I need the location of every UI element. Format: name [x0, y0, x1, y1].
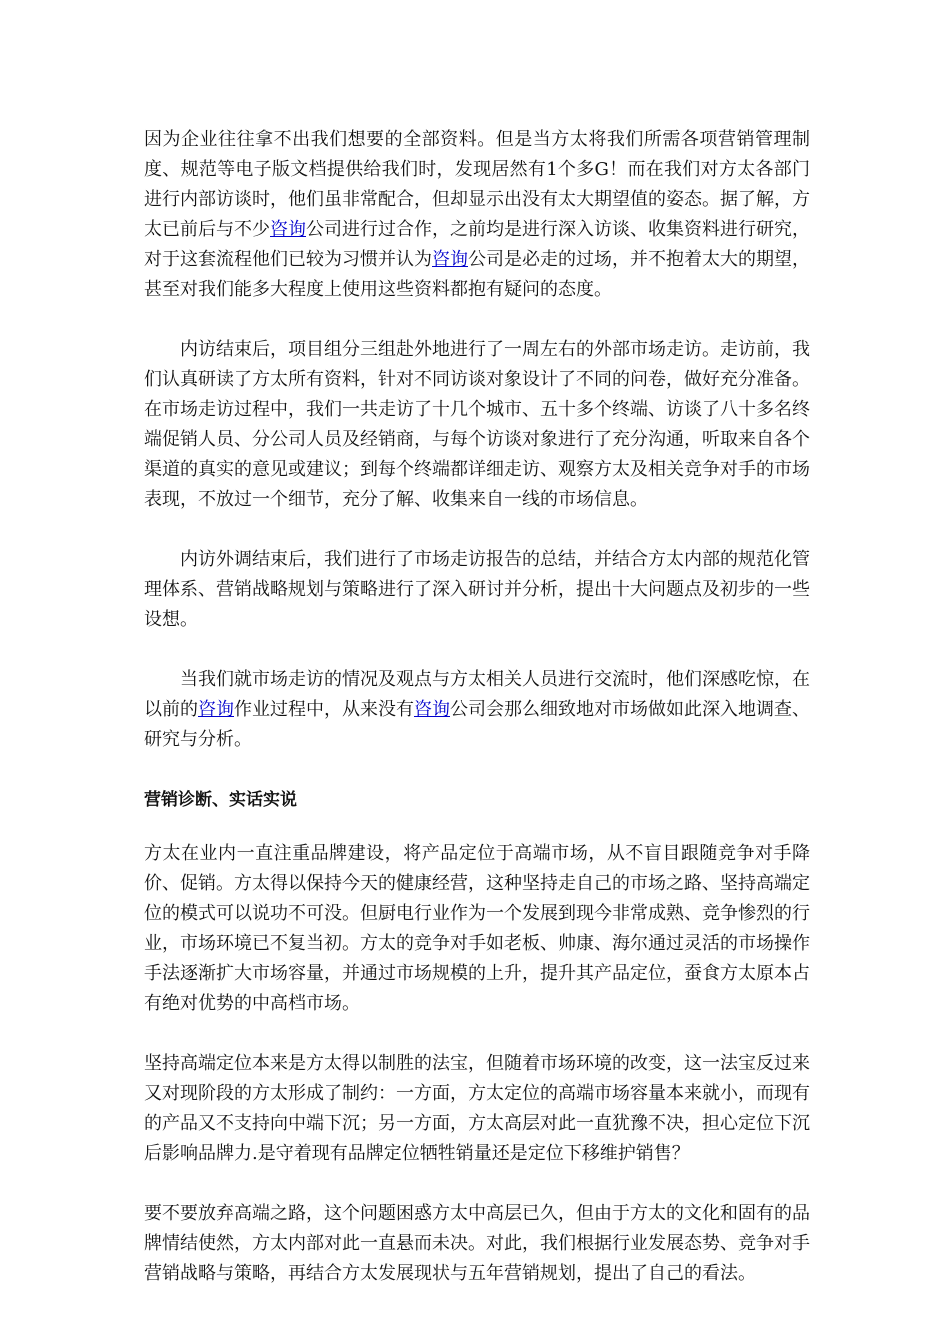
text-run: 公司是必走的过场，并不抱着太大的期望，甚至对我们能多大程度上使用这些资料都抱有疑问的态度。 [144, 249, 810, 300]
paragraph-1 [144, 125, 810, 305]
paragraph-4 [144, 665, 810, 755]
consulting-link[interactable]: 咨询 [198, 699, 234, 720]
section-heading: 营销诊断、实话实说 [144, 790, 297, 810]
text-run: 公司进行过合作，之前均是进行深入访谈、收集资料进行研究，对于这套流程他们已较为习惯并认为 [144, 219, 810, 270]
text-run: 当我们就市场走访的情况及观点与方太相关人员进行交流时，他们深感吃惊，在以前的 [144, 669, 810, 720]
text-run: 公司会那么细致地对市场做如此深入地调查、研究与分析。 [144, 699, 810, 750]
consulting-link[interactable]: 咨询 [414, 699, 450, 720]
text-run: 作业过程中，从来没有 [234, 699, 414, 720]
consulting-link[interactable]: 咨询 [270, 219, 306, 240]
paragraph-2: 内访结束后，项目组分三组赴外地进行了一周左右的外部市场走访。走访前，我们认真研读了方太所有资料，针对不同访谈对象设计了不同的问卷，做好充分准备。在市场走访过程中，我们一共走访了十几个城市、五十多个终端、访谈了八十多名终端促销人员、分公司人员及经销商，与每个访谈对象进行了充分沟通，听取来自各个渠道的真实的意见或建议；到每个终端都详细走访、观察方太及相关竞争对手的市场表现，不放过一个细节，充分了解、收集来自一线的市场信息。 [144, 339, 810, 510]
paragraph-6: 坚持高端定位本来是方太得以制胜的法宝，但随着市场环境的改变，这一法宝反过来又对现阶段的方太形成了制约：一方面，方太定位的高端市场容量本来就小，而现有的产品又不支持向中端下沉；另一方面，方太高层对此一直犹豫不决，担心定位下沉后影响品牌力.是守着现有品牌定位牺牲销量还是定位下移维护销售？ [144, 1053, 810, 1164]
document-body [144, 125, 810, 1319]
text-run: 因为企业往往拿不出我们想要的全部资料。但是当方太将我们所需各项营销管理制度、规范等电子版文档提供给我们时，发现居然有1个多G！而在我们对方太各部门进行内部访谈时，他们虽非常配合，但却显示出没有太大期望值的姿态。据了解，方太已前后与不少 [144, 129, 810, 240]
consulting-link[interactable]: 咨询 [432, 249, 468, 270]
paragraph-3: 内访外调结束后，我们进行了市场走访报告的总结，并结合方太内部的规范化管理体系、营销战略规划与策略进行了深入研讨并分析，提出十大问题点及初步的一些设想。 [144, 549, 810, 630]
paragraph-5: 方太在业内一直注重品牌建设，将产品定位于高端市场，从不盲目跟随竞争对手降价、促销。方太得以保持今天的健康经营，这种坚持走自己的市场之路、坚持高端定位的模式可以说功不可没。但厨电行业作为一个发展到现今非常成熟、竞争惨烈的行业，市场环境已不复当初。方太的竞争对手如老板、帅康、海尔通过灵活的市场操作手法逐渐扩大市场容量，并通过市场规模的上升，提升其产品定位，蚕食方太原本占有绝对优势的中高档市场。 [144, 843, 810, 1014]
paragraph-7: 要不要放弃高端之路，这个问题困惑方太中高层已久，但由于方太的文化和固有的品牌情结使然，方太内部对此一直悬而未决。对此，我们根据行业发展态势、竞争对手营销战略与策略，再结合方太发展现状与五年营销规划，提出了自己的看法。 [144, 1203, 810, 1284]
